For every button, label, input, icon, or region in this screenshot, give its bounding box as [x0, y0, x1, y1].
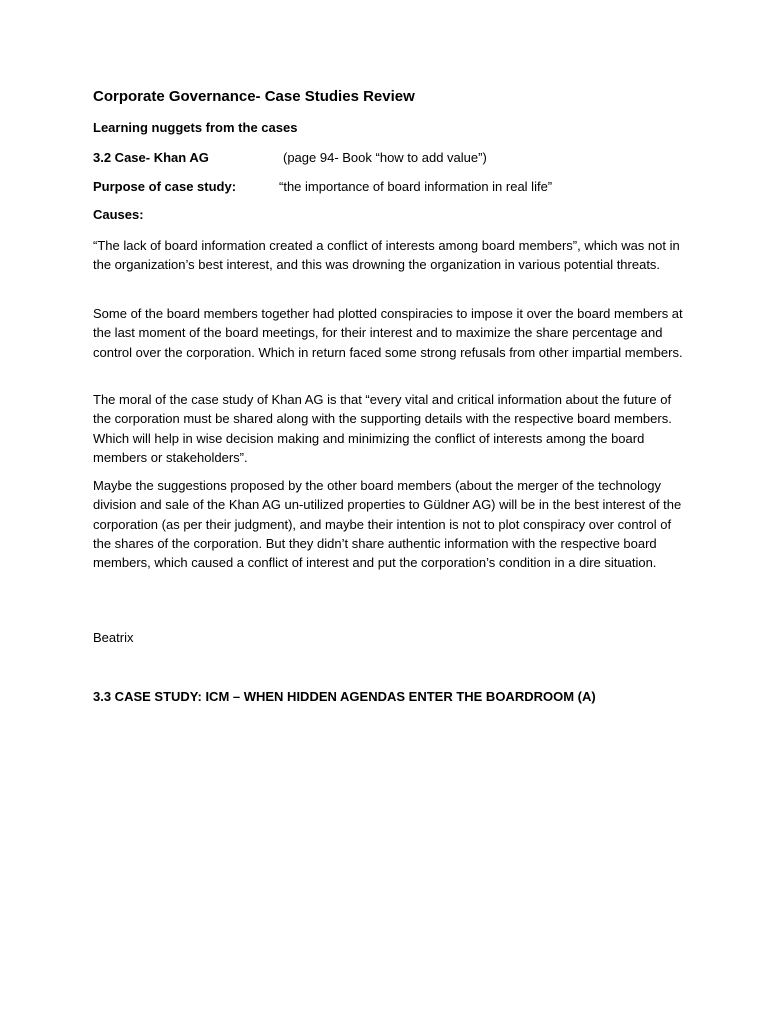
case-reference: (page 94- Book “how to add value”) [283, 150, 487, 165]
case-heading-row [93, 150, 209, 165]
paragraph-3: The moral of the case study of Khan AG is that “every vital and critical information about the future of the corporation must be shared along with the supporting details with the respective board members. Which will help in wise decision making and minimizing the conflict of interests among the board members or stakeholders”. [93, 392, 672, 465]
document-subtitle: Learning nuggets from the cases [93, 120, 298, 135]
next-case-heading: 3.3 CASE STUDY: ICM – WHEN HIDDEN AGENDAS ENTER THE BOARDROOM (A) [93, 689, 596, 704]
paragraph-1: “The lack of board information created a conflict of interests among board members”, which was not in the organization’s best interest, and this was drowning the organization in various potential threats. [93, 238, 680, 273]
paragraph-2: Some of the board members together had plotted conspiracies to impose it over the board members at the last moment of the board meetings, for their interest and to maximize the share percentage and control over the corporation. Which in return faced some strong refusals from other impartial members. [93, 306, 683, 360]
signature: Beatrix [93, 630, 134, 645]
document-title: Corporate Governance- Case Studies Review [93, 88, 415, 105]
paragraph-4: Maybe the suggestions proposed by the other board members (about the merger of the technology division and sale of the Khan AG un-utilized properties to Güldner AG) will be in the best interest of the corporation (as per their judgment), and maybe their intention is not to plot conspiracy over control of the shares of the corporation. But they didn’t share authentic information with the respective board members, which caused a conflict of interest and put the corporation’s condition in a dire situation. [93, 478, 682, 571]
case-heading: 3.2 Case- Khan AG [93, 150, 209, 165]
causes-label: Causes: [93, 207, 144, 222]
purpose-label: Purpose of case study: [93, 179, 237, 194]
purpose-text: “the importance of board information in real life” [279, 179, 553, 194]
